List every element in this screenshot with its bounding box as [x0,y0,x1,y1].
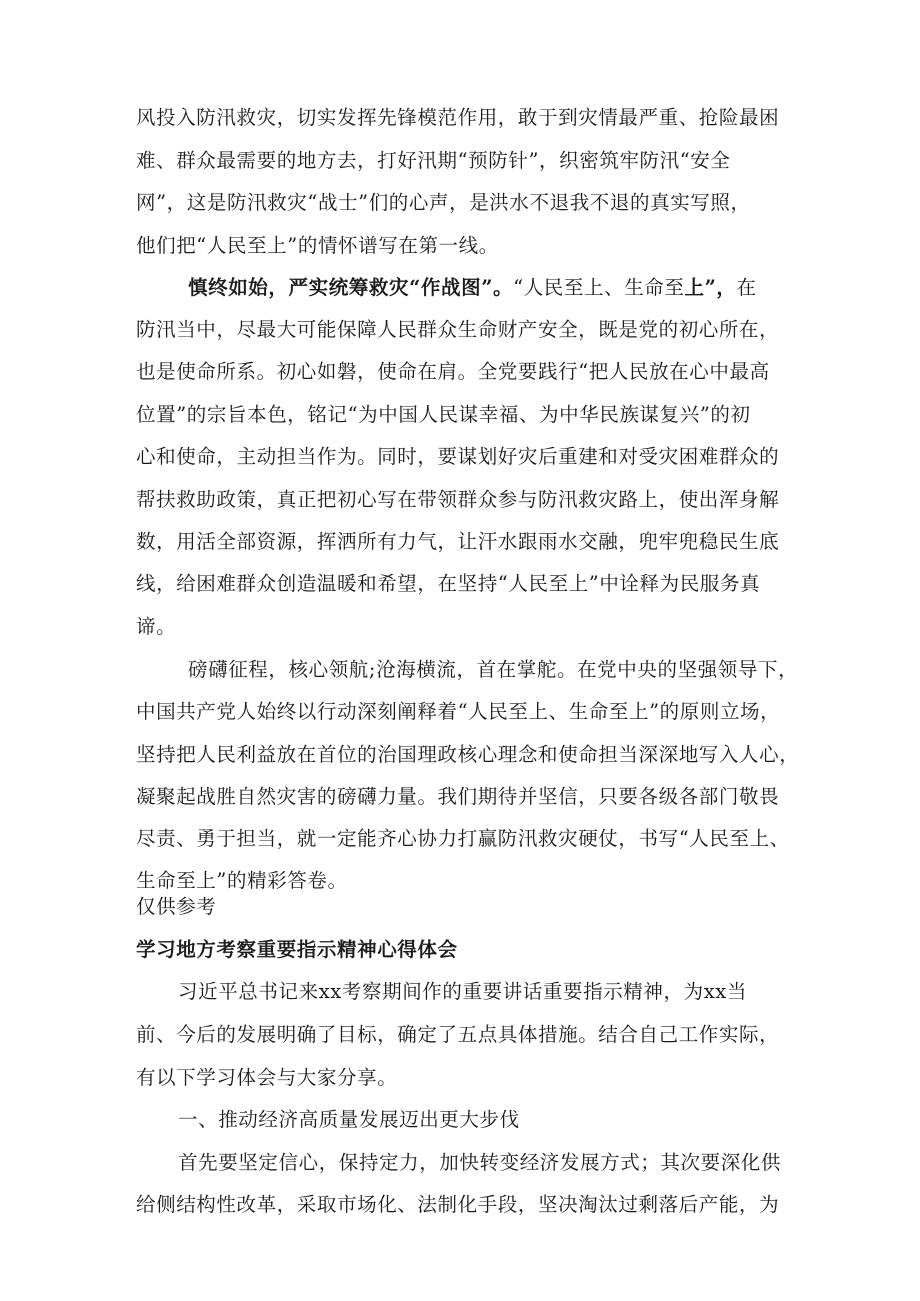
text-line: 网”，这是防汛救灾“战士”们的心声，是洪水不退我不退的真实写照， [136,191,751,214]
text-line: 心和使命，主动担当作为。同时，要谋划好灾后重建和对受灾困难群众的 [136,445,780,468]
text-line: 风投入防汛救灾，切实发挥先锋模范作用，敢于到灾情最严重、抢险最困 [136,106,780,129]
text-line: 也是使命所系。初心如磐，使命在肩。全党要践行“把人民放在心中最高 [136,360,770,383]
reference-note: 仅供参考 [136,895,217,918]
lead-text-2: 在 [736,276,757,299]
text-line: 习近平总书记来xx考察期间作的重要讲话重要指示精神，为xx当 [178,980,747,1003]
text-line: 他们把“人民至上”的情怀谱写在第一线。 [136,234,499,257]
text-line: 防汛当中，尽最大可能保障人民群众生命财产安全，既是党的初心所在， [136,318,780,341]
text-line: 有以下学习体会与大家分享。 [136,1066,398,1089]
text-line: 难、群众最需要的地方去，打好汛期“预防针”，织密筑牢防汛“安全 [136,149,731,172]
text-line: 帮扶救助政策，真正把初心写在带领群众参与防汛救灾路上，使出浑身解 [136,488,780,511]
bold-lead: 慎终如始，严实统筹救灾“作战图”。 [188,276,514,299]
text-line: 前、今后的发展明确了目标，确定了五点具体措施。结合自己工作实际， [136,1023,780,1046]
text-line: 尽责、勇于担当，就一定能齐心协力打赢防汛救灾硬仗，书写“人民至上、 [136,827,790,850]
text-line: 凝聚起战胜自然灾害的磅礴力量。我们期待并坚信，只要各级各部门敬畏 [136,785,780,808]
text-line: 给侧结构性改革，采取市场化、法制化手段，坚决淘汰过剩落后产能，为 [136,1193,780,1216]
text-line: 首先要坚定信心，保持定力，加快转变经济发展方式；其次要深化供 [178,1151,782,1174]
article-title: 学习地方考察重要指示精神心得体会 [136,938,458,961]
bold-lead-2: 上”， [684,276,737,299]
lead-text: “人民至上、生命至 [513,276,685,299]
text-line: 位置”的宗旨本色，铭记“为中国人民谋幸福、为中华民族谋复兴”的初 [136,403,751,426]
text-line: 谛。 [136,615,177,638]
text-line: 磅礴征程，核心领航;沧海横流，首在掌舵。在党中央的坚强领导下， [188,658,799,681]
text-line: 坚持把人民利益放在首位的治国理政核心理念和使命担当深深地写入人心， [136,743,800,766]
text-line: 数，用活全部资源，挥洒所有力气，让汗水跟雨水交融，兜牢兜稳民生底 [136,530,780,553]
text-line: 线，给困难群众创造温暖和希望，在坚持“人民至上”中诠释为民服务真 [136,572,761,595]
paragraph-lead-line [188,273,757,303]
text-line: 中国共产党人始终以行动深刻阐释着“人民至上、生命至上”的原则立场， [136,700,781,723]
section-heading: 一、推动经济高质量发展迈出更大步伐 [178,1108,520,1131]
text-line: 生命至上”的精彩答卷。 [136,869,348,892]
